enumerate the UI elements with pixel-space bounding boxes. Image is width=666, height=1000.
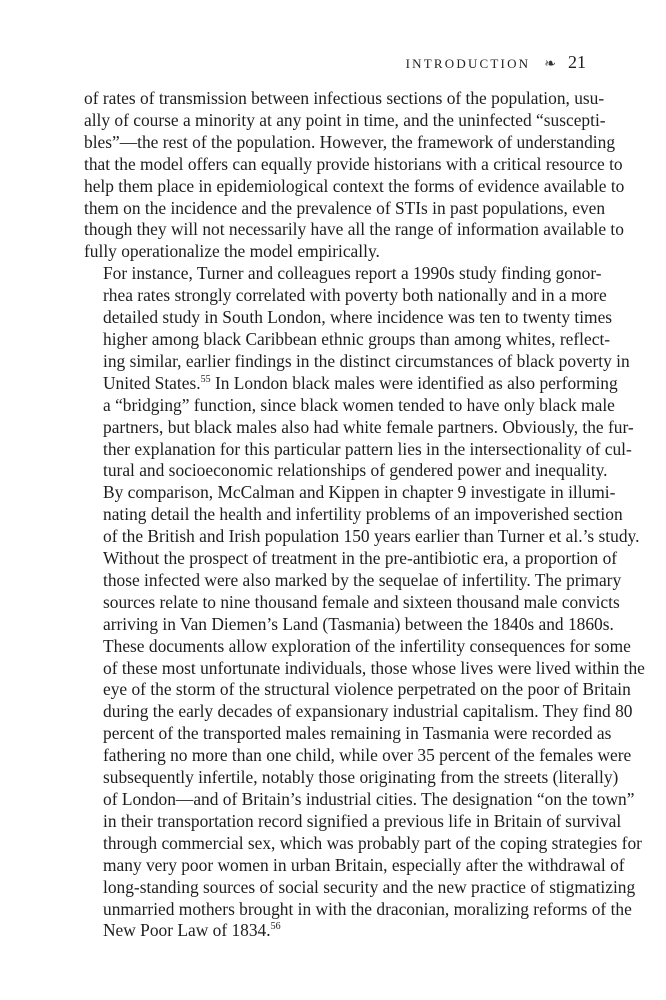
- text-line: fully operationalize the model empirically.: [84, 241, 380, 262]
- text-line: higher among black Caribbean ethnic groups than among whites, reflect-: [103, 328, 611, 349]
- text-line: of these most unfortunate individuals, those whose lives were lived within the: [103, 657, 645, 678]
- paragraph-3: [84, 482, 645, 942]
- text-line: detailed study in South London, where incidence was ten to twenty times: [103, 307, 613, 328]
- text-line: ally of course a minority at any point in time, and the uninfected “suscepti-: [84, 109, 606, 130]
- text-line: fathering no more than one child, while over 35 percent of the females were: [103, 745, 632, 766]
- text-line: arriving in Van Diemen’s Land (Tasmania) between the 1840s and 1860s.: [103, 613, 614, 634]
- text-line: Without the prospect of treatment in the pre-antibiotic era, a proportion of: [103, 548, 618, 569]
- text-line: nating detail the health and infertility problems of an impoverished section: [103, 504, 623, 525]
- text-line: though they will not necessarily have all the range of information available to: [84, 219, 624, 240]
- text-line: ther explanation for this particular pattern lies in the intersectionality of cul-: [103, 438, 632, 459]
- text-line: many very poor women in urban Britain, especially after the withdrawal of: [103, 854, 625, 875]
- text-line: partners, but black males also had white female partners. Obviously, the fur-: [103, 416, 634, 437]
- text-line: tural and socioeconomic relationships of gendered power and inequality.: [103, 460, 608, 481]
- text-line: of rates of transmission between infectious sections of the population, usu-: [84, 88, 605, 108]
- text-line: long-standing sources of social security and the new practice of stigmatizing: [103, 876, 636, 897]
- paragraph-1: [84, 88, 625, 263]
- text-line: help them place in epidemiological context the forms of evidence available to: [84, 175, 625, 196]
- text-line: sources relate to nine thousand female and sixteen thousand male convicts: [103, 591, 620, 612]
- text-segment: In London black males were identified as also performing: [214, 372, 618, 393]
- text-line: them on the incidence and the prevalence of STIs in past populations, even: [84, 197, 606, 218]
- text-line: percent of the transported males remaining in Tasmania were recorded as: [103, 723, 612, 744]
- text-line: These documents allow exploration of the infertility consequences for some: [103, 635, 631, 656]
- text-segment: United States.: [103, 372, 201, 393]
- text-line: subsequently infertile, notably those originating from the streets (literally): [103, 767, 619, 788]
- text-line: during the early decades of expansionary industrial capitalism. They find 80: [103, 701, 633, 722]
- body-text: [84, 88, 645, 942]
- text-line: a “bridging” function, since black women tended to have only black male: [103, 394, 615, 415]
- text-line: in their transportation record signified a previous life in Britain of survival: [103, 810, 622, 831]
- text-line: For instance, Turner and colleagues report a 1990s study finding gonor-: [103, 263, 602, 284]
- page-number: 21: [568, 52, 586, 72]
- text-line-with-note: [84, 372, 618, 395]
- note-reference: 55: [200, 373, 211, 385]
- text-line: of the British and Irish population 150 years earlier than Turner et al.’s study.: [103, 526, 640, 547]
- section-title: INTRODUCTION: [405, 56, 531, 71]
- note-reference: 56: [270, 921, 281, 933]
- text-line: By comparison, McCalman and Kippen in chapter 9 investigate in illumi-: [103, 482, 616, 503]
- text-line: eye of the storm of the structural violence perpetrated on the poor of Britain: [103, 679, 631, 700]
- fleuron-icon: ❧: [544, 57, 556, 72]
- text-line: rhea rates strongly correlated with poverty both nationally and in a more: [103, 285, 607, 306]
- text-line: those infected were also marked by the sequelae of infertility. The primary: [103, 569, 622, 590]
- text-line: bles”—the rest of the population. However, the framework of understanding: [84, 131, 616, 152]
- running-head: [406, 52, 586, 73]
- text-segment: New Poor Law of 1834.: [103, 920, 271, 941]
- text-line: that the model offers can equally provide historians with a critical resource to: [84, 153, 623, 174]
- text-line: ing similar, earlier findings in the distinct circumstances of black poverty in: [103, 350, 630, 371]
- text-line: of London—and of Britain’s industrial cities. The designation “on the town”: [103, 789, 635, 809]
- text-line: unmarried mothers brought in with the draconian, moralizing reforms of the: [103, 898, 632, 919]
- paragraph-2: [84, 263, 634, 482]
- text-line-with-note: [84, 920, 582, 942]
- text-line: through commercial sex, which was probably part of the coping strategies for: [103, 832, 642, 853]
